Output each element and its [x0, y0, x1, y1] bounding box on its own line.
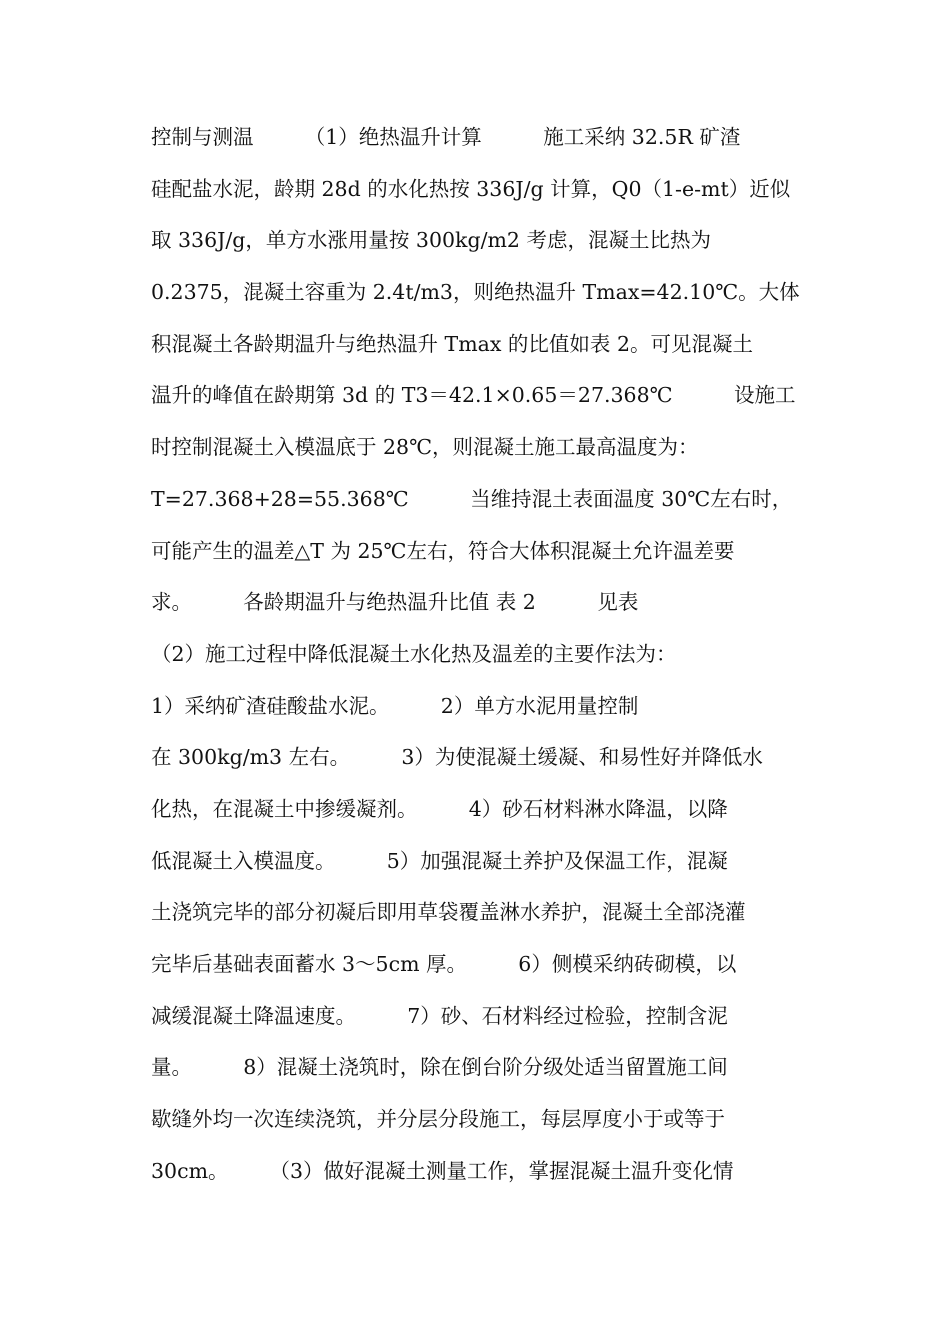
text-line: 量。 8）混凝土浇筑时，除在倒台阶分级处适当留置施工间 — [151, 1055, 728, 1080]
text-line: 低混凝土入模温度。 5）加强混凝土养护及保温工作，混凝 — [151, 848, 728, 873]
text-line: 1）采纳矿渣硅酸盐水泥。 2）单方水泥用量控制 — [151, 693, 639, 718]
text-line: 时控制混凝土入模温底于 28℃，则混凝土施工最高温度为： — [151, 435, 699, 460]
text-line: 取 336J/g，单方水涨用量按 300kg/m2 考虑，混凝土比热为 — [151, 228, 711, 253]
text-line: 温升的峰值在龄期第 3d 的 T3＝42.1×0.65＝27.368℃ 设施工 — [151, 383, 796, 408]
text-line: 可能产生的温差△T 为 25℃左右，符合大体积混凝土允许温差要 — [151, 538, 735, 563]
text-line: 完毕后基础表面蓄水 3～5cm 厚。 6）侧模采纳砖砌模，以 — [151, 952, 737, 976]
text-line: 30cm。 （3）做好混凝土测量工作，掌握混凝土温升变化情 — [151, 1158, 734, 1183]
text-line: 减缓混凝土降温速度。 7）砂、石材料经过检验，控制含泥 — [151, 1003, 728, 1028]
text-line: T=27.368+28=55.368℃ 当维持混土表面温度 30℃左右时， — [151, 486, 793, 511]
body-text — [151, 112, 811, 1197]
text-line: 0.2375，混凝土容重为 2.4t/m3，则绝热温升 Tmax=42.10℃。大体 — [151, 280, 800, 305]
text-line: 在 300kg/m3 左右。 3）为使混凝土缓凝、和易性好并降低水 — [151, 745, 763, 770]
text-line: 求。 各龄期温升与绝热温升比值 表 2 见表 — [151, 590, 639, 615]
text-line: 硅配盐水泥，龄期 28d 的水化热按 336J/g 计算，Q0（1-e-mt）近似 — [151, 176, 791, 201]
text-line: 积混凝土各龄期温升与绝热温升 Tmax 的比值如表 2。可见混凝土 — [151, 331, 753, 356]
text-line: 化热，在混凝土中掺缓凝剂。 4）砂石材料淋水降温，以降 — [151, 796, 728, 821]
text-line: 歇缝外均一次连续浇筑，并分层分段施工，每层厚度小于或等于 — [151, 1107, 725, 1132]
text-line: （2）施工过程中降低混凝土水化热及温差的主要作法为： — [151, 641, 677, 666]
text-line: 土浇筑完毕的部分初凝后即用草袋覆盖淋水养护，混凝土全部浇灌 — [151, 900, 746, 925]
text-line: 控制与测温 （1）绝热温升计算 施工采纳 32.5R 矿渣 — [151, 125, 741, 149]
